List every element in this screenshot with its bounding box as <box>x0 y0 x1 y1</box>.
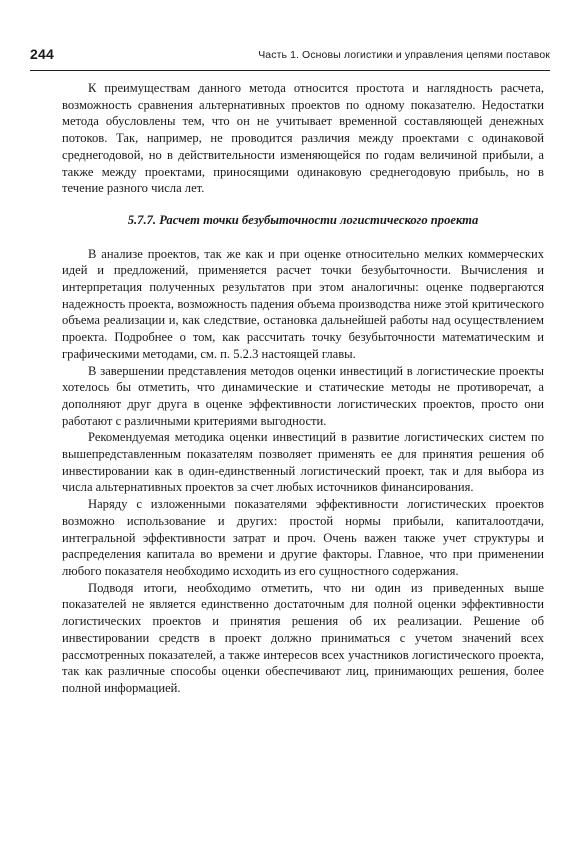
page-body <box>62 80 544 697</box>
section-heading: 5.7.7. Расчет точки безубыточности логистического проекта <box>127 212 479 227</box>
page-header <box>30 44 550 71</box>
body-paragraph-4: Наряду с изложенными показателями эффективности логистических проектов возможно использование и других: простой нормы прибыли, капиталоотдачи, интегральной эффективности затрат и проч. Очень важен также учет структуры и распределения капитала во времени и другие факторы. Главное, что при применении любого показателя необходимо исходить из его сущностного содержания. <box>62 497 544 578</box>
intro-paragraph: К преимуществам данного метода относится простота и наглядность расчета, возможность сравнения альтернативных проектов по одному показателю. Недостатки метода обусловлены тем, что он не учитывает временной составляющей денежных потоков. Так, например, не проводится различия между проектами с одинаковой среднегодовой, но в действительности изменяющейся по годам величиной прибыли, а также между проектами, приносящими одинаковую среднегодовую прибыль, но в течение разного числа лет. <box>62 81 544 196</box>
running-title: Часть 1. Основы логистики и управления цепями поставок <box>258 49 550 61</box>
body-paragraph-3: Рекомендуемая методика оценки инвестиций в развитие логистических систем по вышепредставленным показателям позволяет применять ее для принятия решения об инвестировании как в один-единственный логистический проект, так и для выбора из числа альтернативных проектов за счет любых источников финансирования. <box>62 430 544 495</box>
body-paragraph-1: В анализе проектов, так же как и при оценке относительно мелких коммерческих идей и предложений, применяется расчет точки безубыточности. Вычисления и интерпретация полученных результатов при этом аналогичны: оценке подвергаются надежность проекта, возможность падения объема производства ниже этой критического объема реализации и, как следствие, остановка дальнейшей работы над осуществлением проекта. Подробнее о том, как рассчитать точку безубыточности математическим и графическими методами, см. п. 5.2.3 настоящей главы. <box>62 246 544 361</box>
body-paragraph-2: В завершении представления методов оценки инвестиций в логистические проекты хотелось бы отметить, что динамические и статические методы не противоречат, а дополняют друг друга в оценке эффективности логистических проектов, просто они работают с различными критериями выгодности. <box>62 363 544 428</box>
body-paragraph-5: Подводя итоги, необходимо отметить, что ни один из приведенных выше показателей не является единственно достаточным для полной оценки эффективности логистических проектов и принятия решения об их реализации. Решение об инвестировании средств в проект должно приниматься с учетом значений всех рассмотренных показателей, а также интересов всех участников логистического проекта, так как различные способы оценки обеспечивают лиц, принимающих решения, более полной информацией. <box>62 580 544 695</box>
page-number: 244 <box>30 46 54 62</box>
